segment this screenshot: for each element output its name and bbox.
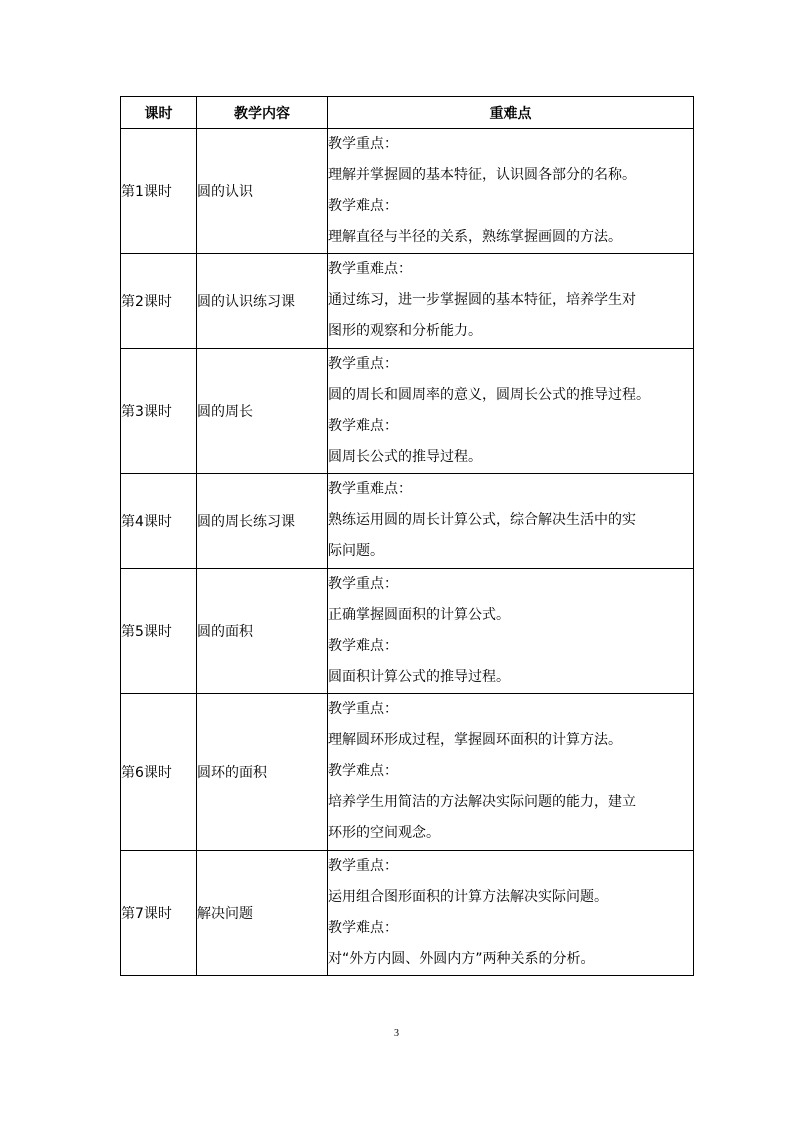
key-points-cell	[328, 851, 694, 976]
key-points-text: 对“外方内圆、外圆内方”两种关系的分析。	[328, 951, 595, 967]
header-lesson: 课时	[121, 97, 197, 129]
lesson-number-cell: 第7课时	[121, 851, 197, 976]
table-row	[121, 851, 694, 976]
key-points-label: 教学难点：	[328, 418, 398, 434]
key-points-label: 教学重点：	[328, 356, 398, 372]
lesson-content-cell: 圆的认识	[197, 129, 328, 254]
key-points-text: 熟练运用圆的周长计算公式，综合解决生活中的实	[328, 512, 636, 528]
key-points-label: 教学重难点：	[328, 261, 412, 277]
key-points-cell	[328, 349, 694, 474]
header-key-points: 重难点	[328, 97, 694, 129]
key-points-text: 理解圆环形成过程，掌握圆环面积的计算方法。	[328, 732, 622, 748]
lesson-content-cell: 圆环的面积	[197, 694, 328, 851]
key-points-label: 教学重难点：	[328, 481, 412, 497]
table-row	[121, 569, 694, 694]
table-body	[121, 129, 694, 976]
lesson-number-cell: 第3课时	[121, 349, 197, 474]
page-number: 3	[394, 1028, 399, 1039]
key-points-label: 教学难点：	[328, 763, 398, 779]
header-content: 教学内容	[197, 97, 328, 129]
key-points-text: 图形的观察和分析能力。	[328, 323, 482, 339]
key-points-cell	[328, 254, 694, 349]
key-points-text: 运用组合图形面积的计算方法解决实际问题。	[328, 889, 608, 905]
lesson-content-cell: 圆的面积	[197, 569, 328, 694]
key-points-text: 理解并掌握圆的基本特征，认识圆各部分的名称。	[328, 167, 636, 183]
key-points-label: 教学难点：	[328, 198, 398, 214]
table-header-row	[121, 97, 694, 129]
key-points-cell	[328, 569, 694, 694]
table-row	[121, 694, 694, 851]
key-points-label: 教学难点：	[328, 920, 398, 936]
lesson-plan-table	[120, 96, 694, 976]
lesson-content-cell: 圆的认识练习课	[197, 254, 328, 349]
lesson-number-cell: 第1课时	[121, 129, 197, 254]
lesson-number-cell: 第6课时	[121, 694, 197, 851]
table-row	[121, 129, 694, 254]
key-points-text: 培养学生用简洁的方法解决实际问题的能力，建立	[328, 794, 636, 810]
key-points-text: 通过练习，进一步掌握圆的基本特征，培养学生对	[328, 292, 636, 308]
key-points-label: 教学重点：	[328, 858, 398, 874]
lesson-content-cell: 圆的周长练习课	[197, 474, 328, 569]
lesson-number-cell: 第5课时	[121, 569, 197, 694]
table-row	[121, 349, 694, 474]
key-points-label: 教学重点：	[328, 136, 398, 152]
key-points-cell	[328, 129, 694, 254]
key-points-cell	[328, 474, 694, 569]
key-points-text: 圆的周长和圆周率的意义，圆周长公式的推导过程。	[328, 387, 650, 403]
key-points-text: 际问题。	[328, 543, 384, 559]
key-points-text: 环形的空间观念。	[328, 825, 440, 841]
lesson-number-cell: 第2课时	[121, 254, 197, 349]
table-row	[121, 474, 694, 569]
key-points-text: 圆面积计算公式的推导过程。	[328, 669, 510, 685]
lesson-content-cell: 圆的周长	[197, 349, 328, 474]
lesson-content-cell: 解决问题	[197, 851, 328, 976]
table-row	[121, 254, 694, 349]
lesson-number-cell: 第4课时	[121, 474, 197, 569]
key-points-text: 正确掌握圆面积的计算公式。	[328, 607, 510, 623]
key-points-label: 教学重点：	[328, 576, 398, 592]
key-points-label: 教学难点：	[328, 638, 398, 654]
key-points-text: 理解直径与半径的关系，熟练掌握画圆的方法。	[328, 229, 622, 245]
key-points-text: 圆周长公式的推导过程。	[328, 449, 482, 465]
key-points-label: 教学重点：	[328, 701, 398, 717]
key-points-cell	[328, 694, 694, 851]
